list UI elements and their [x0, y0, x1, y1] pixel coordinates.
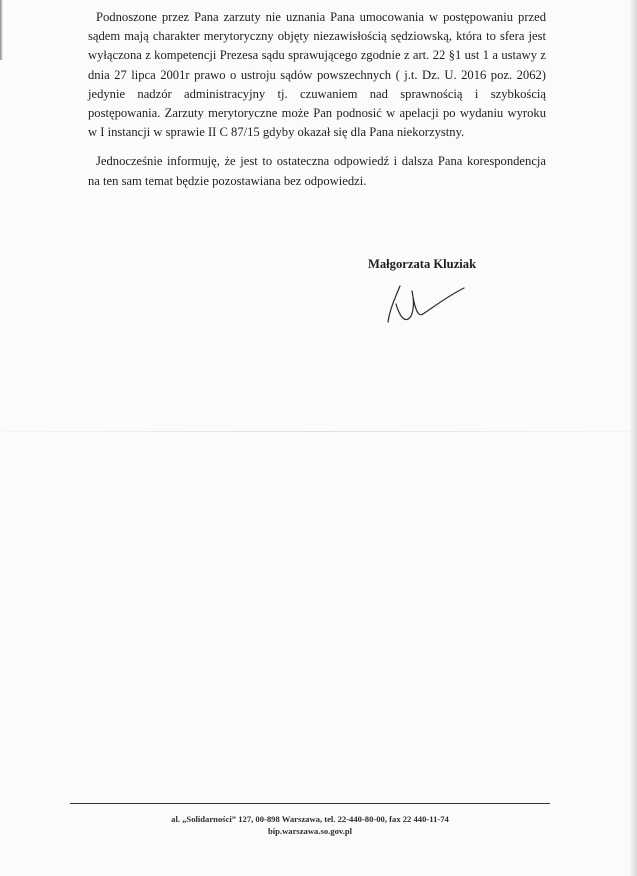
handwritten-signature: [378, 274, 478, 326]
signature-block: [368, 256, 518, 272]
paragraph-final-response: Jednocześnie informuję, że jest to ostateczna odpowiedź i dalsza Pana korespondencja na ten sam temat będzie pozostawiana bez odpowiedzi.: [88, 154, 546, 188]
scan-shadow-right: [629, 0, 637, 876]
paragraph-objections: Podnoszone przez Pana zarzuty nie uznania Pana umocowania w postępowaniu przed sądem mają charakter merytoryczny objęty niezawisłością sędziowską, która to sfera jest wyłączona z kompetencji Prezesa sądu sprawującego zgodnie z art. 22 §1 ust 1 a ustawy z dnia 27 lipca 2001r prawo o ustroju sądów powszechnych ( j.t. Dz. U. 2016 poz. 2062) jedynie nadzór administracyjny tj. czuwaniem nad sprawnością i szybkością postępowania. Zarzuty merytoryczne może Pan podnosić w apelacji po wydaniu wyroku w I instancji w sprawie II C 87/15 gdyby okazał się dla Pana niekorzystny.: [88, 10, 546, 140]
footer-website: bip.warszawa.so.gov.pl: [267, 826, 353, 836]
footer-address: al. „Solidarności” 127, 00-898 Warszawa, tel. 22-440-80-00, fax 22 440-11-74: [171, 814, 449, 824]
scan-shadow-left: [0, 0, 3, 60]
letter-body: [88, 8, 546, 191]
paper-fold-line: [0, 431, 637, 432]
letterhead-footer: [70, 813, 550, 837]
signer-name: Małgorzata Kluziak: [368, 257, 477, 271]
footer-divider: [70, 803, 550, 804]
